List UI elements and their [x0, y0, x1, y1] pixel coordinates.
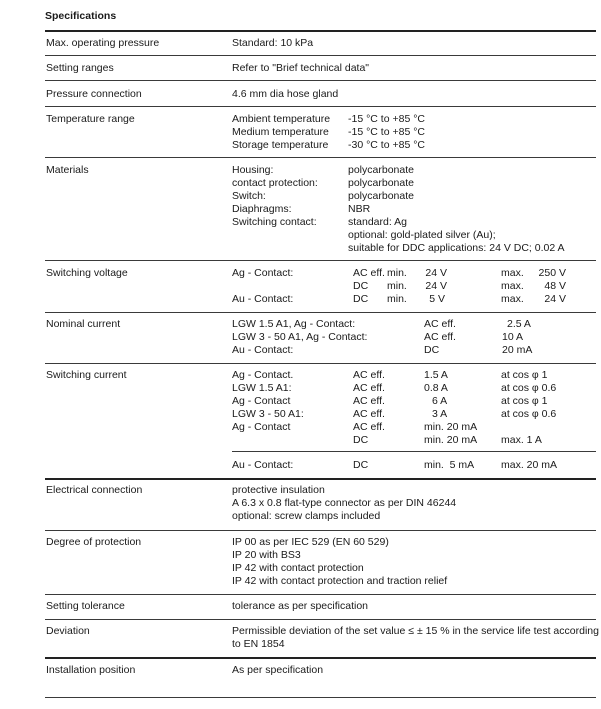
sc-note: at cos φ 1: [501, 395, 548, 407]
sv-contact: Ag - Contact:: [232, 267, 294, 279]
sv-min-label: min.: [387, 280, 407, 292]
sv-min-label: min.: [387, 293, 407, 305]
row-label-switching-current: Switching current: [46, 369, 127, 381]
divider: [45, 55, 596, 56]
divider: [45, 363, 596, 364]
ec-line: protective insulation: [232, 484, 325, 496]
row-label-temperature-range: Temperature range: [46, 113, 135, 125]
sc-au-contact: Au - Contact:: [232, 459, 294, 471]
divider: [45, 157, 596, 158]
row-value-max-pressure: Standard: 10 kPa: [232, 37, 314, 49]
sv-max-label: max.: [501, 267, 524, 279]
temp-name: Storage temperature: [232, 139, 329, 151]
material-name: Diaphragms:: [232, 203, 292, 215]
row-value-installation-position: As per specification: [232, 664, 324, 676]
sv-max: 24 V: [544, 293, 566, 305]
row-value-setting-ranges: Refer to "Brief technical data": [232, 62, 370, 74]
nc-contact: LGW 3 - 50 A1, Ag - Contact:: [232, 331, 368, 343]
dp-line: IP 20 with BS3: [232, 549, 301, 561]
sv-min: 24 V: [425, 280, 447, 292]
sc-type: AC eff.: [353, 421, 385, 433]
divider: [45, 260, 596, 261]
nc-type: DC: [424, 344, 440, 356]
deviation-line: to EN 1854: [232, 638, 285, 650]
nc-value: 20 mA: [502, 344, 533, 356]
nc-type: AC eff.: [424, 318, 456, 330]
material-name: Switching contact:: [232, 216, 317, 228]
section-title: Specifications: [45, 10, 117, 22]
sc-contact: LGW 1.5 A1:: [232, 382, 292, 394]
divider: [45, 80, 596, 81]
sv-min: 5 V: [429, 293, 445, 305]
sc-contact: Ag - Contact.: [232, 369, 294, 381]
temp-value: -15 °C to +85 °C: [348, 113, 425, 125]
sc-value: min. 20 mA: [424, 421, 478, 433]
sv-type: DC: [353, 293, 369, 305]
row-label-installation-position: Installation position: [46, 664, 136, 676]
row-label-degree-of-protection: Degree of protection: [46, 536, 142, 548]
sc-type: AC eff.: [353, 382, 385, 394]
sc-au-type: DC: [353, 459, 369, 471]
sc-type: AC eff.: [353, 408, 385, 420]
divider: [45, 657, 596, 659]
sc-value: min. 20 mA: [424, 434, 478, 446]
material-name: contact protection:: [232, 177, 318, 189]
dp-line: IP 42 with contact protection: [232, 562, 364, 574]
sc-value: 1.5 A: [424, 369, 448, 381]
temp-value: -30 °C to +85 °C: [348, 139, 425, 151]
sc-au-note: max. 20 mA: [501, 459, 558, 471]
row-label-setting-ranges: Setting ranges: [46, 62, 114, 74]
sv-max: 48 V: [544, 280, 566, 292]
material-extra: optional: gold-plated silver (Au);: [348, 229, 496, 241]
material-value: polycarbonate: [348, 190, 414, 202]
divider: [45, 530, 596, 531]
sc-note: at cos φ 0.6: [501, 408, 557, 420]
sc-note: max. 1 A: [501, 434, 542, 446]
row-value-pressure-connection: 4.6 mm dia hose gland: [232, 88, 339, 100]
sc-au-value: min. 5 mA: [424, 459, 475, 471]
sv-min: 24 V: [425, 267, 447, 279]
material-name: Housing:: [232, 164, 274, 176]
sc-type: DC: [353, 434, 369, 446]
material-value: NBR: [348, 203, 371, 215]
row-label-electrical-connection: Electrical connection: [46, 484, 143, 496]
temp-name: Medium temperature: [232, 126, 329, 138]
sc-value: 3 A: [432, 408, 448, 420]
divider: [45, 30, 596, 32]
sc-contact: Ag - Contact: [232, 421, 291, 433]
divider: [45, 312, 596, 313]
divider: [45, 106, 596, 107]
ec-line: optional: screw clamps included: [232, 510, 381, 522]
sv-type: AC eff.: [353, 267, 385, 279]
sc-note: at cos φ 1: [501, 369, 548, 381]
row-label-pressure-connection: Pressure connection: [46, 88, 142, 100]
divider: [45, 594, 596, 595]
deviation-line: Permissible deviation of the set value ≤ ± 15 % in the service life test according: [232, 625, 599, 637]
row-label-nominal-current: Nominal current: [46, 318, 121, 330]
material-extra: suitable for DDC applications: 24 V DC; 0.02 A: [348, 242, 565, 254]
nc-value: 10 A: [502, 331, 524, 343]
material-name: Switch:: [232, 190, 266, 202]
sc-value: 6 A: [432, 395, 448, 407]
row-label-deviation: Deviation: [46, 625, 90, 637]
nc-contact: LGW 1.5 A1, Ag - Contact:: [232, 318, 356, 330]
sc-note: at cos φ 0.6: [501, 382, 557, 394]
nc-type: AC eff.: [424, 331, 456, 343]
sub-divider: [232, 451, 596, 452]
temp-value: -15 °C to +85 °C: [348, 126, 425, 138]
sc-type: AC eff.: [353, 369, 385, 381]
row-label-max-pressure: Max. operating pressure: [46, 37, 160, 49]
temp-name: Ambient temperature: [232, 113, 331, 125]
sv-contact: Au - Contact:: [232, 293, 294, 305]
nc-contact: Au - Contact:: [232, 344, 294, 356]
material-value: polycarbonate: [348, 177, 414, 189]
sc-contact: LGW 3 - 50 A1:: [232, 408, 304, 420]
dp-line: IP 00 as per IEC 529 (EN 60 529): [232, 536, 389, 548]
sc-type: AC eff.: [353, 395, 385, 407]
row-label-switching-voltage: Switching voltage: [46, 267, 128, 279]
row-value-setting-tolerance: tolerance as per specification: [232, 600, 368, 612]
row-label-setting-tolerance: Setting tolerance: [46, 600, 125, 612]
row-label-materials: Materials: [46, 164, 89, 176]
sv-max-label: max.: [501, 280, 524, 292]
dp-line: IP 42 with contact protection and traction relief: [232, 575, 448, 587]
sv-min-label: min.: [387, 267, 407, 279]
sv-max: 250 V: [538, 267, 566, 279]
sv-max-label: max.: [501, 293, 524, 305]
sc-value: 0.8 A: [424, 382, 448, 394]
material-value: standard: Ag: [348, 216, 407, 228]
sc-contact: Ag - Contact: [232, 395, 291, 407]
sv-type: DC: [353, 280, 369, 292]
nc-value: 2.5 A: [507, 318, 531, 330]
ec-line: A 6.3 x 0.8 flat-type connector as per DIN 46244: [232, 497, 457, 509]
divider: [45, 619, 596, 620]
divider: [45, 697, 596, 698]
divider: [45, 478, 596, 480]
material-value: polycarbonate: [348, 164, 414, 176]
